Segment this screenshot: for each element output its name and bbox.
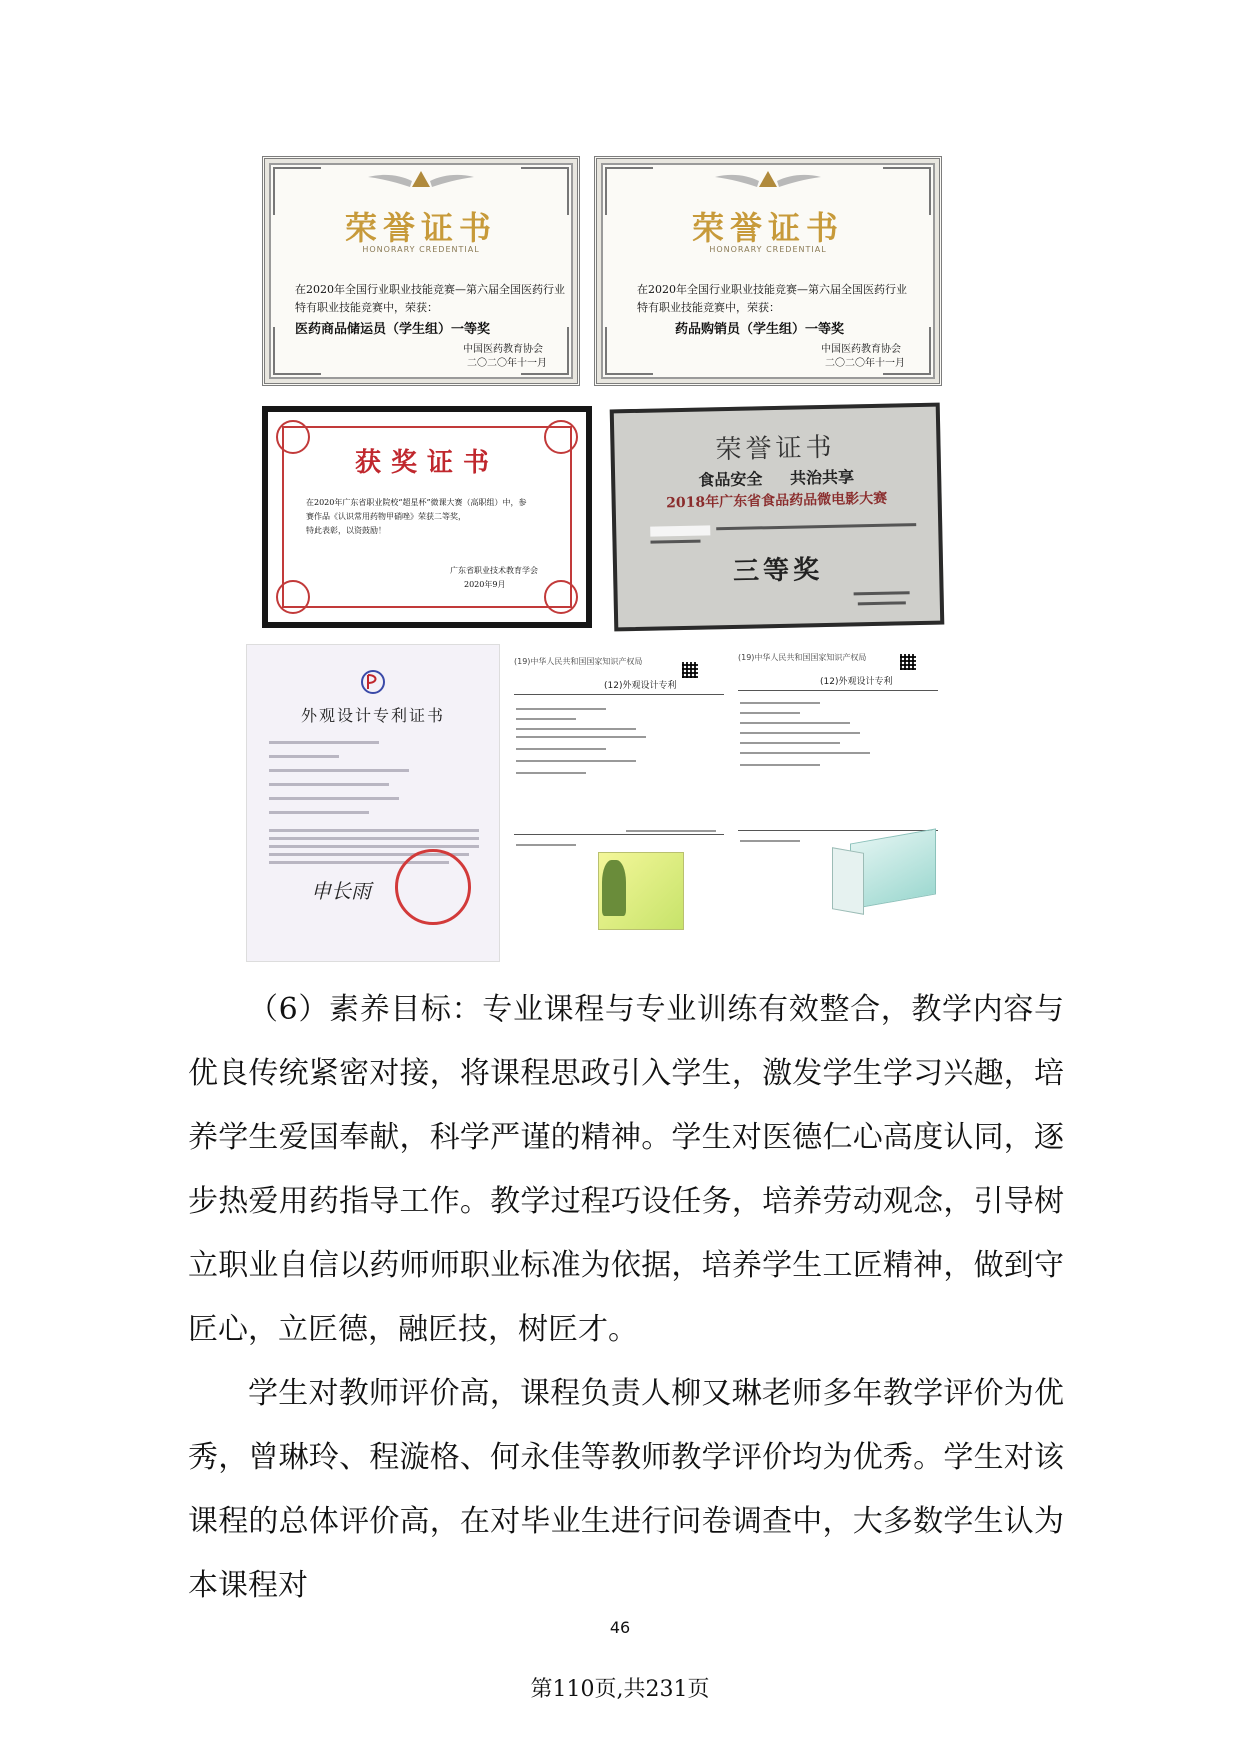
certificate-line: 在2020年广东省职业院校“超星杯”微课大赛（高职组）中，参 — [306, 498, 527, 507]
text-line — [269, 741, 379, 744]
divider — [514, 694, 724, 695]
director-signature: 申长雨 — [311, 879, 371, 903]
wings-emblem-icon — [713, 167, 823, 193]
certificate-line: 特有职业技能竞赛中，荣获： — [637, 301, 780, 314]
text-line — [269, 811, 369, 814]
product-box-side — [832, 847, 864, 915]
patent-certificate-image — [246, 644, 500, 962]
certificate-line: 特此表彰，以资鼓励！ — [306, 526, 386, 535]
patent-document-image-1 — [506, 648, 732, 934]
text-line — [269, 837, 479, 840]
text-line — [516, 708, 606, 710]
page-footer: 第110页,共231页 — [530, 1677, 710, 1702]
text-line — [516, 718, 576, 720]
corner-ornament — [276, 580, 310, 614]
redacted-name — [650, 525, 710, 536]
certificate-date: 2020年9月 — [464, 580, 506, 589]
certificate-image-sales-first-prize — [594, 156, 942, 386]
text-line — [269, 829, 479, 832]
certificate-text-line — [716, 523, 916, 530]
certificate-subtitle: HONORARY CREDENTIAL — [362, 245, 480, 254]
text-line — [516, 736, 646, 738]
plant-illustration — [602, 860, 626, 916]
certificate-line: 特有职业技能竞赛中，荣获： — [295, 301, 438, 314]
certificate-title: 外观设计专利证书 — [300, 706, 445, 725]
text-line — [740, 722, 850, 724]
certificate-issuer: 中国医药教育协会 — [821, 344, 901, 355]
certificate-title: 荣誉证书 — [715, 432, 836, 466]
divider — [514, 834, 724, 835]
patent-office-logo-icon — [360, 669, 386, 695]
text-line — [516, 760, 636, 762]
certificate-issuer: 广东省职业技术教育学会 — [450, 566, 538, 575]
certificate-line: 赛作品《认识常用药物甲硝唑》荣获二等奖， — [306, 512, 466, 521]
certificate-title: 荣誉证书 — [344, 209, 497, 247]
patent-document-image-2 — [732, 644, 946, 934]
text-line — [740, 702, 820, 704]
certificate-contest: 2018年广东省食品药品微电影大赛 — [666, 490, 888, 512]
text-line — [740, 732, 860, 734]
divider — [738, 690, 938, 691]
document-header: (19)中华人民共和国国家知识产权局 — [514, 657, 643, 666]
certificate-title: 获奖证书 — [354, 448, 499, 478]
text-line — [269, 755, 339, 758]
paragraph-student-evaluation: 学生对教师评价高，课程负责人柳又琳老师多年教学评价为优秀，曾琳玲、程漩格、何永佳等教师教学评价均为优秀。学生对该课程的总体评价高，在对毕业生进行问卷调查中，大多数学生认为本课程对 — [188, 1376, 1064, 1603]
certificate-award: 医药商品储运员（学生组）一等奖 — [295, 322, 491, 337]
qr-code-icon — [682, 662, 698, 678]
certificate-title: 荣誉证书 — [691, 209, 844, 247]
certificate-date: 二〇二〇年十一月 — [467, 358, 547, 369]
text-line — [269, 769, 409, 772]
corner-ornament — [544, 580, 578, 614]
certificate-subtitle: HONORARY CREDENTIAL — [709, 245, 827, 254]
text-line — [626, 830, 716, 832]
official-seal-icon — [395, 849, 471, 925]
certificate-date: 二〇二〇年十一月 — [825, 358, 905, 369]
qr-code-icon — [900, 654, 916, 670]
certificate-line: 在2020年全国行业职业技能竞赛—第六届全国医药行业 — [637, 283, 907, 296]
paragraph-literacy-goal: （6）素养目标：专业课程与专业训练有效整合，教学内容与优良传统紧密对接，将课程思政引入学生，激发学生学习兴趣，培养学生爱国奉献，科学严谨的精神。学生对医德仁心高度认同，逐步热爱用药指导工作。教学过程巧设任务，培养劳动观念，引导树立职业自信以药师师职业标准为依据，培养学生工匠精神，做到守匠心，立匠德，融匠技，树匠才。 — [188, 992, 1064, 1347]
text-line — [740, 712, 800, 714]
text-line — [269, 783, 389, 786]
text-line — [269, 845, 479, 848]
text-line — [516, 772, 586, 774]
text-line — [516, 748, 606, 750]
certificate-text-line — [650, 540, 700, 544]
document-kind: (12)外观设计专利 — [604, 681, 677, 691]
page-number: 46 — [609, 1618, 631, 1637]
certificate-text-line — [858, 601, 906, 605]
certificate-image-storage-first-prize — [262, 156, 580, 386]
certificate-issuer: 中国医药教育协会 — [463, 344, 543, 355]
text-line — [516, 728, 636, 730]
text-line — [740, 742, 840, 744]
text-line — [269, 797, 399, 800]
certificate-text-line — [854, 591, 910, 595]
certificate-line: 在2020年全国行业职业技能竞赛—第六届全国医药行业 — [295, 283, 565, 296]
text-line — [740, 764, 820, 766]
text-line — [516, 844, 576, 846]
certificate-image-microfilm-third-prize — [610, 403, 945, 632]
certificate-image-microcourse-award — [262, 406, 592, 628]
slogan-left: 食品安全 — [698, 469, 763, 490]
document-kind: (12)外观设计专利 — [820, 677, 893, 687]
text-line — [740, 840, 800, 842]
slogan-right: 共治共享 — [789, 467, 855, 488]
wings-emblem-icon — [366, 167, 476, 193]
document-header: (19)中华人民共和国国家知识产权局 — [738, 653, 867, 662]
corner-ornament — [605, 327, 653, 375]
certificate-award: 药品购销员（学生组）一等奖 — [675, 322, 845, 337]
text-line — [740, 752, 870, 754]
divider — [738, 830, 938, 831]
certificate-prize: 三等奖 — [732, 555, 824, 587]
